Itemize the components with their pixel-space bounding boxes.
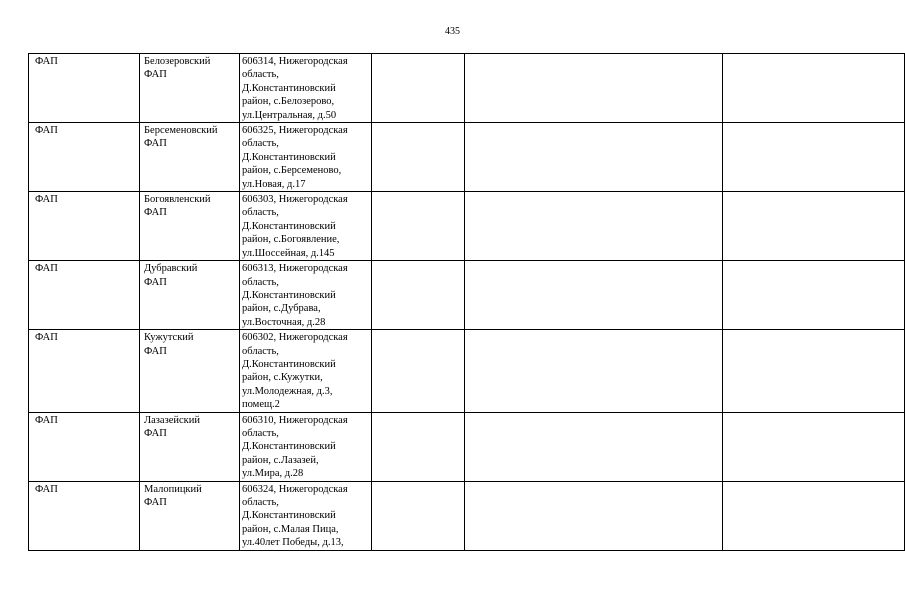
cell-address (240, 330, 372, 412)
cell-name (140, 123, 240, 192)
facility-type: ФАП (35, 125, 58, 137)
facility-name-line: ФАП (144, 497, 167, 508)
address-line: район, с.Белозерово, (242, 96, 335, 108)
address-line: помещ.2 (242, 399, 280, 411)
address-line: Д.Константиновский (242, 220, 336, 232)
address-line: область, (242, 138, 279, 150)
address-line: Д.Константиновский (242, 289, 336, 301)
table-row (29, 261, 905, 330)
cell-name (140, 261, 240, 330)
facility-name-line: ФАП (144, 427, 167, 439)
table-row (29, 330, 905, 412)
cell-type (29, 54, 140, 123)
address-line: область, (242, 69, 279, 81)
address-line: область, (242, 207, 279, 219)
cell-address (240, 481, 372, 550)
facility-type: ФАП (35, 332, 58, 344)
cell-type (29, 192, 140, 261)
facility-type: ФАП (35, 414, 58, 426)
cell-type (29, 481, 140, 550)
facility-name-line: Богоявленский (144, 194, 211, 206)
address-line: 606324, Нижегородская (242, 483, 348, 495)
cell-name (140, 192, 240, 261)
address-line: район, с.Богоявление, (242, 234, 340, 246)
address-line: 606314, Нижегородская (242, 56, 348, 67)
empty-cell (465, 192, 723, 261)
facility-name-line: Дубравский (144, 263, 198, 275)
address-line: ул.Новая, д.17 (242, 178, 306, 190)
address-line: 606310, Нижегородская (242, 414, 348, 426)
facilities-table (28, 53, 905, 551)
facility-type: ФАП (35, 263, 58, 275)
cell-address (240, 54, 372, 123)
empty-cell (372, 330, 465, 412)
empty-cell (723, 412, 905, 481)
address-line: область, (242, 276, 279, 288)
cell-name (140, 481, 240, 550)
cell-name (140, 412, 240, 481)
facility-type: ФАП (35, 483, 58, 495)
facility-name-line: Белозеровский (144, 56, 211, 67)
empty-cell (372, 261, 465, 330)
address-line: область, (242, 427, 279, 439)
cell-type (29, 330, 140, 412)
address-line: район, с.Дубрава, (242, 303, 321, 315)
empty-cell (465, 54, 723, 123)
facility-name-line: Кужутский (144, 332, 194, 344)
address-line: 606303, Нижегородская (242, 194, 348, 206)
address-line: район, с.Берсеменово, (242, 165, 342, 177)
empty-cell (723, 54, 905, 123)
facility-name-line: ФАП (144, 207, 167, 219)
facility-name-line: ФАП (144, 345, 167, 357)
address-line: ул.Мира, д.28 (242, 468, 304, 480)
table-row (29, 192, 905, 261)
address-line: район, с.Кужутки, (242, 372, 323, 384)
address-line: Д.Константиновский (242, 82, 336, 94)
address-line: ул.Шоссейная, д.145 (242, 247, 335, 259)
address-line: 606325, Нижегородская (242, 125, 348, 137)
facility-name-line: ФАП (144, 69, 167, 81)
address-line: 606302, Нижегородская (242, 332, 348, 344)
address-line: ул.Центральная, д.50 (242, 109, 337, 121)
empty-cell (465, 261, 723, 330)
facility-name-line: Малопицкий (144, 483, 202, 495)
cell-type (29, 412, 140, 481)
empty-cell (723, 192, 905, 261)
table-row (29, 412, 905, 481)
table-row (29, 481, 905, 550)
empty-cell (372, 192, 465, 261)
cell-address (240, 123, 372, 192)
cell-type (29, 123, 140, 192)
empty-cell (465, 412, 723, 481)
table-row (29, 123, 905, 192)
empty-cell (465, 123, 723, 192)
address-line: область, (242, 345, 279, 357)
facility-type: ФАП (35, 56, 58, 67)
empty-cell (723, 123, 905, 192)
facility-name-line: Лазазейский (144, 414, 201, 426)
cell-address (240, 261, 372, 330)
facility-name-line: Берсеменовский (144, 125, 218, 137)
empty-cell (372, 54, 465, 123)
empty-cell (723, 330, 905, 412)
cell-address (240, 192, 372, 261)
empty-cell (723, 481, 905, 550)
address-line: ул.Восточная, д.28 (242, 316, 326, 328)
cell-type (29, 261, 140, 330)
address-line: ул.Молодежная, д.3, (242, 385, 333, 397)
address-line: Д.Константиновский (242, 441, 336, 453)
facility-name-line: ФАП (144, 138, 167, 150)
facility-type: ФАП (35, 194, 58, 206)
address-line: Д.Константиновский (242, 358, 336, 370)
empty-cell (372, 412, 465, 481)
address-line: Д.Константиновский (242, 151, 336, 163)
facility-name-line: ФАП (144, 276, 167, 288)
table-row (29, 54, 905, 123)
address-line: 606313, Нижегородская (242, 263, 348, 275)
empty-cell (372, 481, 465, 550)
address-line: область, (242, 497, 279, 508)
address-line: район, с.Малая Пица, (242, 523, 339, 535)
page-number: 435 (445, 26, 460, 37)
empty-cell (465, 481, 723, 550)
empty-cell (465, 330, 723, 412)
cell-name (140, 330, 240, 412)
address-line: район, с.Лазазей, (242, 454, 319, 466)
cell-name (140, 54, 240, 123)
cell-address (240, 412, 372, 481)
empty-cell (372, 123, 465, 192)
address-line: Д.Константиновский (242, 510, 336, 522)
empty-cell (723, 261, 905, 330)
address-line: ул.40лет Победы, д.13, (242, 537, 344, 549)
